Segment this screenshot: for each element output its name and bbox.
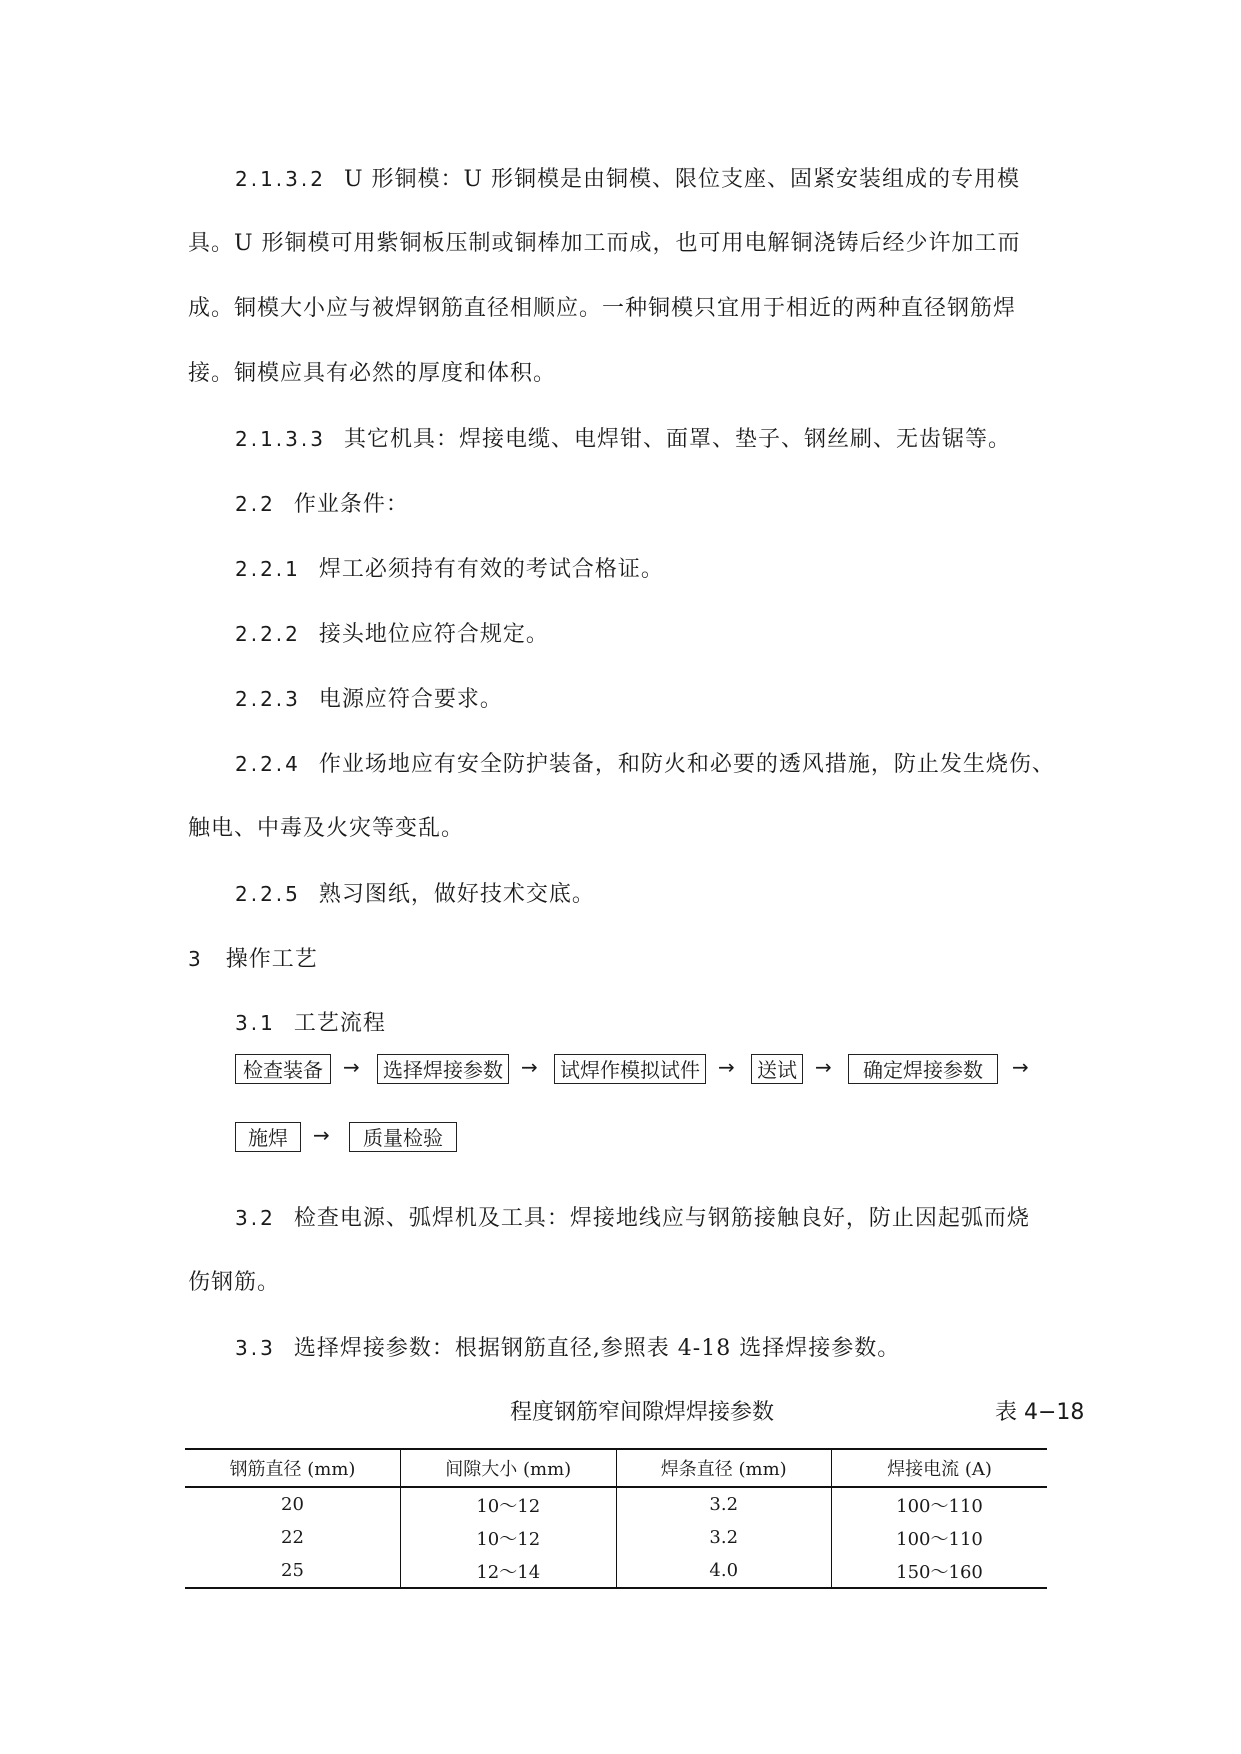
flow-arrow: → — [313, 1123, 330, 1147]
paragraph-text: 电源应符合要求。 — [318, 687, 503, 712]
flow-step-confirm-parameters: 确定焊接参数 — [848, 1054, 998, 1084]
paragraph-3-3 — [235, 1333, 900, 1364]
heading-3 — [188, 944, 318, 975]
table-cell: 100～110 — [832, 1487, 1048, 1521]
paragraph-text: 焊工必须持有有效的考试合格证。 — [318, 557, 664, 582]
column-header-welding-current: 焊接电流 (A) — [832, 1449, 1048, 1487]
welding-parameters-table — [185, 1448, 1047, 1589]
paragraph-text: 熟习图纸，做好技术交底。 — [318, 882, 595, 907]
paragraph-2-1-3-2 — [235, 164, 1020, 195]
section-number: 3.3 — [235, 1336, 276, 1360]
flow-step-trial-weld: 试焊作模拟试件 — [554, 1054, 706, 1084]
section-number: 3.1 — [235, 1011, 276, 1035]
table-number: 表 4−18 — [995, 1400, 1085, 1425]
section-number: 3 — [188, 947, 204, 971]
paragraph-2-2-5 — [235, 879, 595, 910]
section-number: 2.1.3.2 — [235, 167, 326, 191]
flow-step-select-parameters: 选择焊接参数 — [377, 1054, 509, 1084]
table-row — [185, 1521, 1047, 1554]
paragraph-text: U 形铜模：U 形铜模是由铜模、限位支座、固紧安装组成的专用模 — [343, 167, 1021, 192]
table-cell: 20 — [281, 1494, 304, 1515]
flow-arrow: → — [343, 1055, 360, 1079]
paragraph-3-2 — [235, 1203, 1030, 1234]
table-cell: 25 — [185, 1554, 401, 1588]
table-cell: 4.0 — [616, 1554, 832, 1588]
table-title: 程度钢筋窄间隙焊焊接参数 — [510, 1400, 775, 1425]
paragraph-2-2-3 — [235, 684, 503, 715]
table-cell: 22 — [281, 1527, 304, 1548]
paragraph-2-1-3-3 — [235, 424, 1011, 455]
paragraph-continuation: 触电、中毒及火灾等变乱。 — [188, 816, 465, 841]
table-cell: 3.2 — [616, 1487, 832, 1521]
heading-2-2 — [235, 489, 409, 520]
paragraph-text: 选择焊接参数：根据钢筋直径,参照表 4-18 选择焊接参数。 — [293, 1336, 901, 1361]
table-cell: 12～14 — [401, 1554, 617, 1588]
flow-arrow: → — [815, 1055, 832, 1079]
table-cell: 3.2 — [616, 1521, 832, 1554]
paragraph-text: 接头地位应符合规定。 — [318, 622, 549, 647]
paragraph-text: 检查电源、弧焊机及工具：焊接地线应与钢筋接触良好，防止因起弧而烧 — [293, 1206, 1030, 1231]
section-number: 2.2.1 — [235, 557, 301, 581]
table-cell: 150～160 — [832, 1554, 1048, 1588]
paragraph-continuation: 具。U 形铜模可用紫铜板压制或铜棒加工而成，也可用电解铜浇铸后经少许加工而 — [188, 231, 1021, 256]
flow-arrow: → — [718, 1055, 735, 1079]
paragraph-2-2-2 — [235, 619, 549, 650]
paragraph-continuation: 接。铜模应具有必然的厚度和体积。 — [188, 361, 557, 386]
flow-step-inspect-equipment: 检查装备 — [235, 1054, 331, 1084]
column-header-gap-size: 间隙大小 (mm) — [401, 1449, 617, 1487]
section-number: 3.2 — [235, 1206, 276, 1230]
flow-arrow: → — [1012, 1055, 1029, 1079]
section-number: 2.1.3.3 — [235, 427, 326, 451]
table-cell: 10～12 — [401, 1487, 617, 1521]
paragraph-2-2-4 — [235, 749, 1055, 780]
heading-text: 操作工艺 — [225, 947, 318, 972]
column-header-bar-diameter: 钢筋直径 (mm) — [185, 1449, 401, 1487]
table-header-row — [185, 1449, 1047, 1487]
section-number: 2.2.2 — [235, 622, 301, 646]
flow-step-submit-test: 送试 — [751, 1054, 803, 1084]
paragraph-continuation: 成。铜模大小应与被焊钢筋直径相顺应。一种铜模只宜用于相近的两种直径钢筋焊 — [188, 296, 1017, 321]
paragraph-continuation: 伤钢筋。 — [188, 1270, 281, 1295]
heading-text: 工艺流程 — [293, 1011, 386, 1036]
paragraph-2-2-1 — [235, 554, 664, 585]
column-header-electrode-diameter: 焊条直径 (mm) — [616, 1449, 832, 1487]
flow-step-welding: 施焊 — [235, 1122, 301, 1152]
heading-3-1 — [235, 1008, 386, 1039]
paragraph-text: 其它机具：焊接电缆、电焊钳、面罩、垫子、钢丝刷、无齿锯等。 — [343, 427, 1011, 452]
section-number: 2.2.3 — [235, 687, 301, 711]
section-number: 2.2.4 — [235, 752, 301, 776]
table-row — [185, 1554, 1047, 1588]
section-number: 2.2.5 — [235, 882, 301, 906]
table-row — [185, 1487, 1047, 1521]
heading-text: 作业条件： — [293, 492, 409, 517]
flow-arrow: → — [521, 1055, 538, 1079]
table-cell: 100～110 — [832, 1521, 1048, 1554]
table-cell: 10～12 — [401, 1521, 617, 1554]
flow-step-quality-inspection: 质量检验 — [349, 1122, 457, 1152]
paragraph-text: 作业场地应有安全防护装备，和防火和必要的透风措施，防止发生烧伤、 — [318, 752, 1055, 777]
section-number: 2.2 — [235, 492, 276, 516]
